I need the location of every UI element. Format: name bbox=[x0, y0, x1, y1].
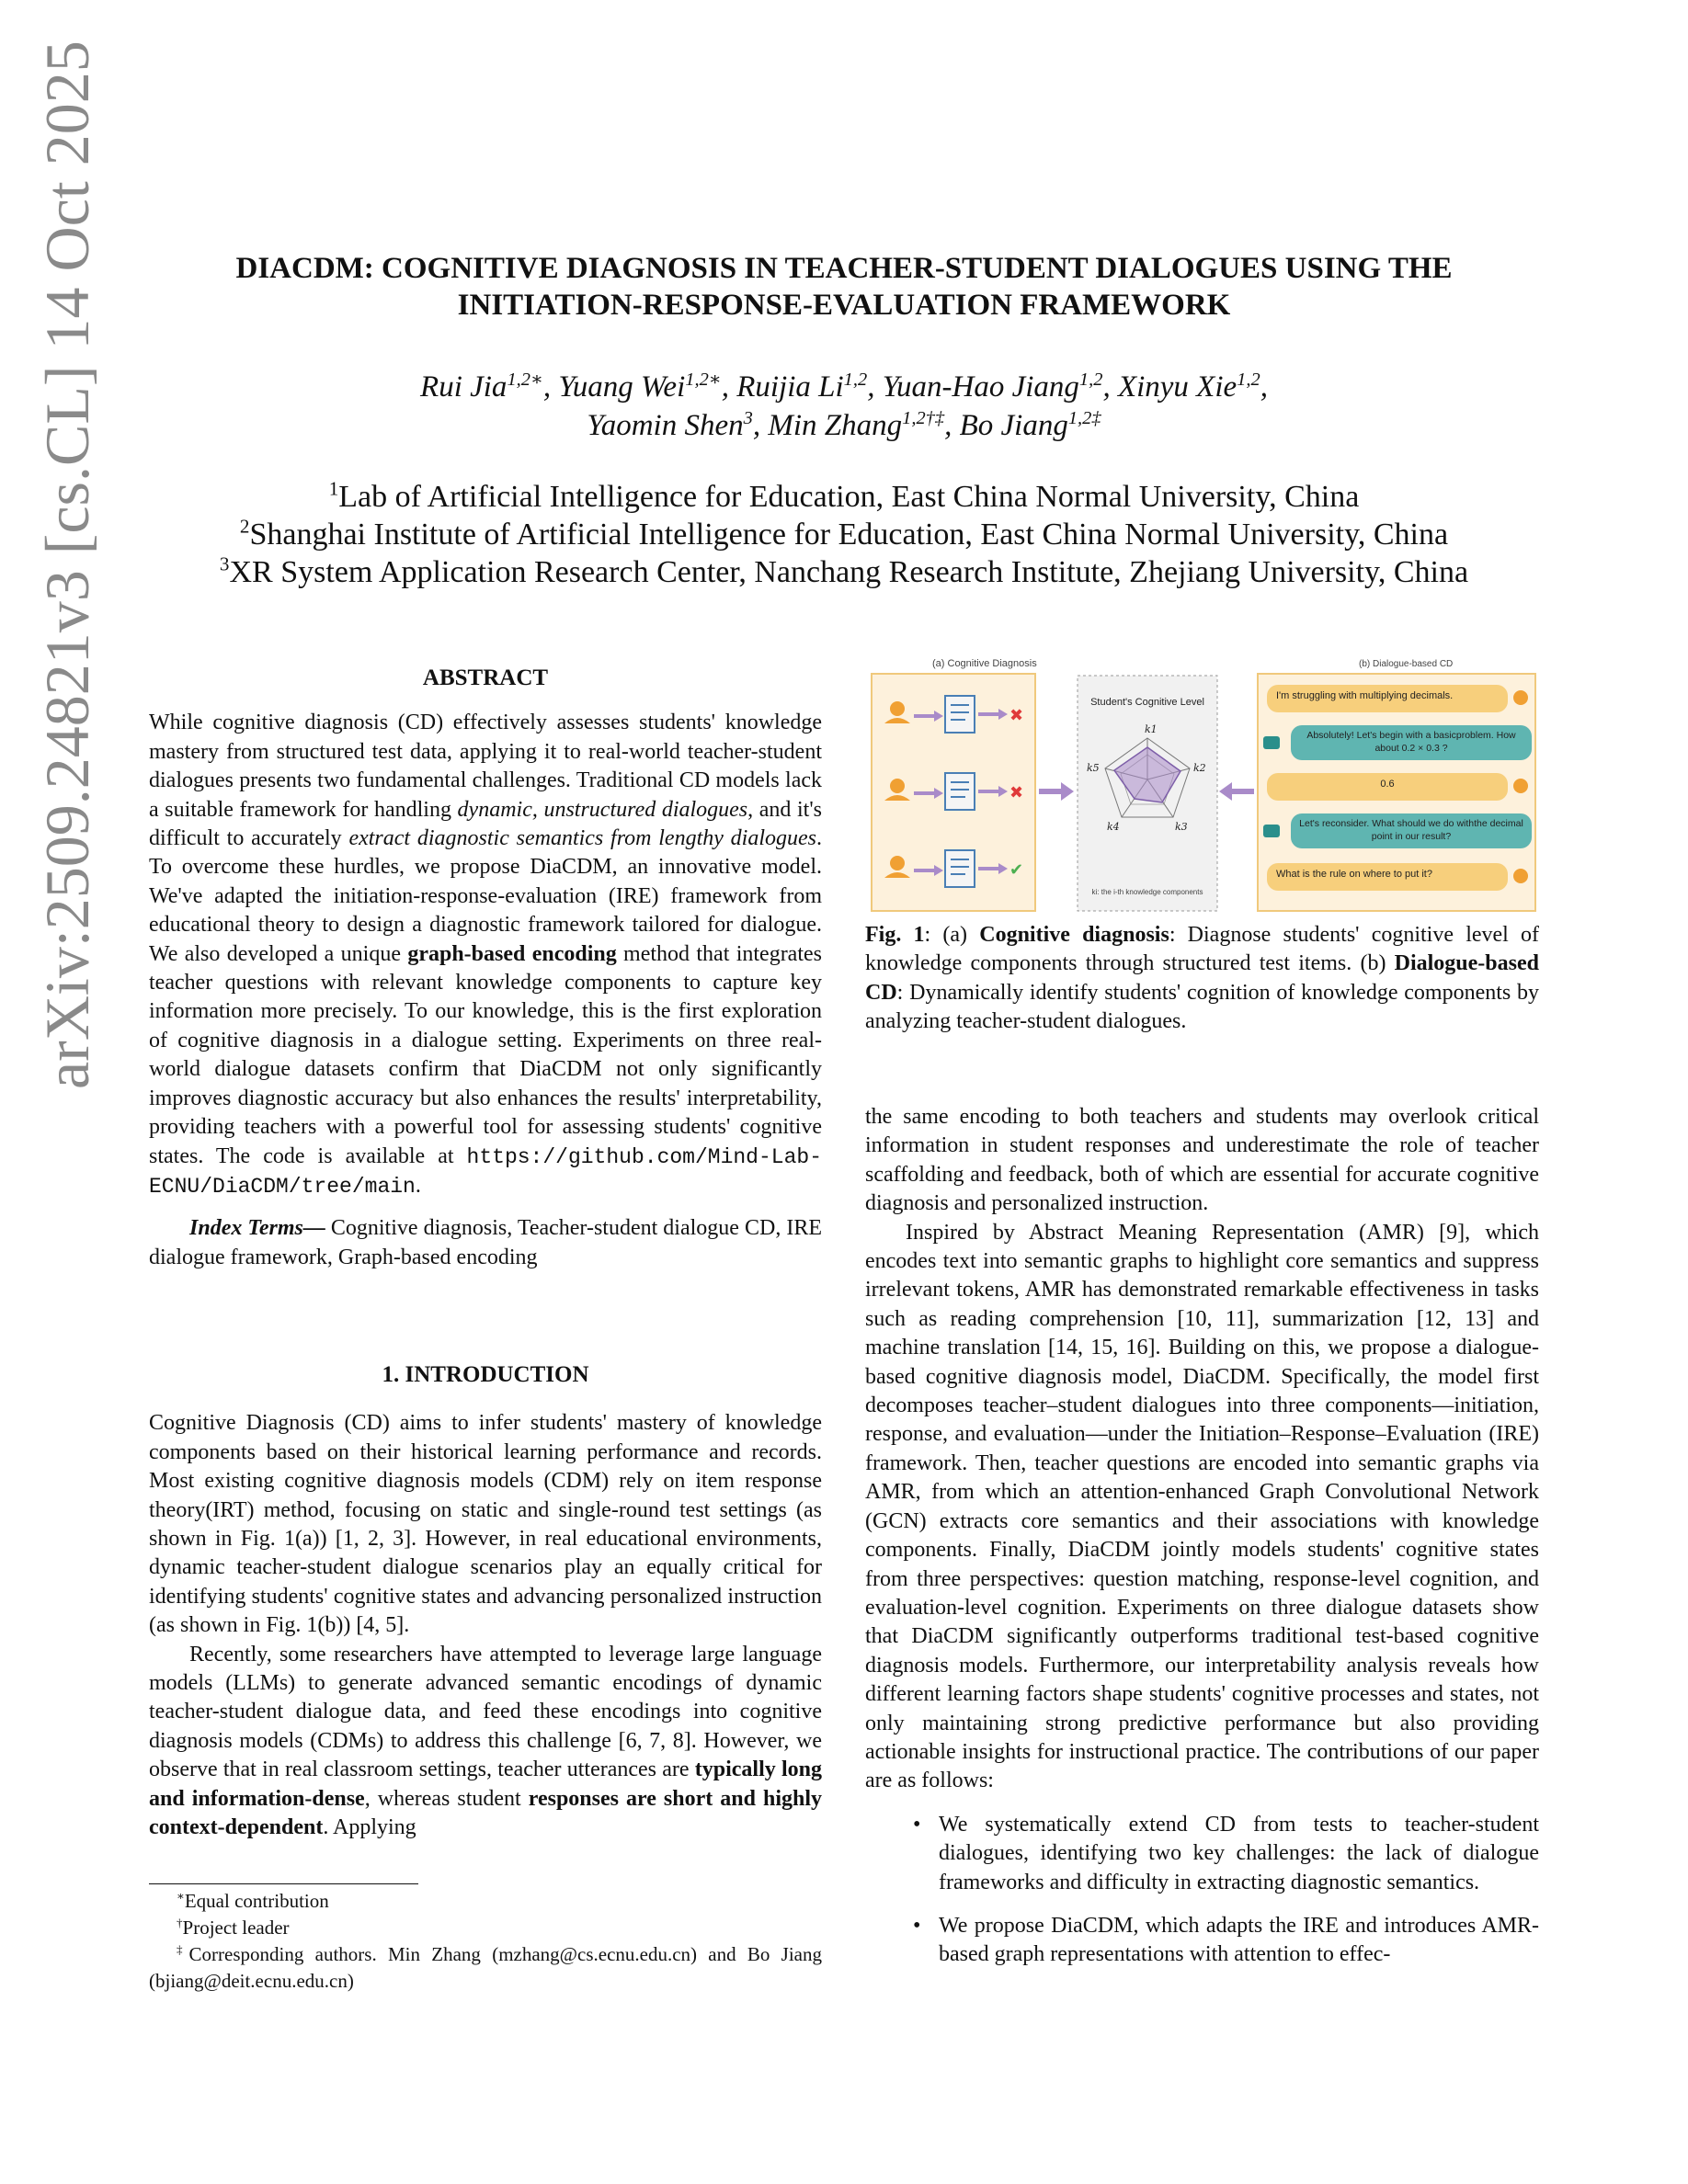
chat-student-bubble: I'm struggling with multiplying decimals. bbox=[1267, 685, 1508, 712]
abstract-section bbox=[149, 664, 822, 1272]
author-name: Yuang Wei bbox=[558, 370, 686, 404]
affiliation bbox=[138, 553, 1550, 591]
contribution-item: • We systematically extend CD from tests to teacher-student dialogues, identifying two key challenges: the lack of dialogue frameworks and difficulty in extracting diagnostic semantics. bbox=[865, 1811, 1539, 1897]
affiliation-text: Lab of Artificial Intelligence for Education, East China Normal University, China bbox=[338, 480, 1360, 514]
author-affil: 1,2 bbox=[1078, 370, 1103, 390]
chat-teacher-bubble: Let's reconsider. What should we do withthe decimal point in our result? bbox=[1291, 813, 1532, 848]
abstract-text: . bbox=[415, 1173, 421, 1198]
author-name: Rui Jia bbox=[420, 370, 508, 404]
affiliation-text: XR System Application Research Center, Nanchang Research Institute, Zhejiang University, China bbox=[229, 555, 1469, 589]
affiliation-text: Shanghai Institute of Artificial Intelligence for Education, East China Normal University, China bbox=[249, 518, 1449, 552]
author-name: Yaomin Shen bbox=[587, 409, 744, 442]
caption-label: Fig. 1 bbox=[865, 923, 925, 947]
author-line-2: Yaomin Shen$^3$, Min Zhang$^{1,2\dagger\ddagger}$, Bo Jiang$^{1,2\ddagger}$ bbox=[587, 408, 1101, 442]
introduction-heading: 1. INTRODUCTION bbox=[382, 1362, 589, 1387]
radar-axis-label: k2 bbox=[1193, 762, 1206, 774]
affiliation bbox=[138, 478, 1550, 516]
title-line-2: INITIATION-RESPONSE-EVALUATION FRAMEWORK bbox=[457, 289, 1231, 322]
author-line-1: Rui Jia$^{1,2∗}$, Yuang Wei$^{1,2∗}$, Ruijia Li$^{1,2}$, Yuan-Hao Jiang$^{1,2}$, Xinyu Xie$^{1,2}$, bbox=[420, 370, 1268, 404]
contribution-item: • We propose DiaCDM, which adapts the IRE and introduces AMR-based graph representations with attention to effec- bbox=[865, 1912, 1539, 1970]
teacher-icon bbox=[1263, 736, 1280, 749]
student-icon bbox=[1513, 779, 1528, 793]
author-affil: 1,2‡ bbox=[1067, 408, 1101, 428]
student-icon bbox=[890, 856, 905, 870]
abstract-bold: graph-based encoding bbox=[407, 941, 617, 966]
affiliation-mark: 2 bbox=[239, 515, 250, 538]
test-paper-icon bbox=[945, 773, 975, 810]
radar-axis-label: k4 bbox=[1107, 821, 1120, 833]
intro-text: Recently, some researchers have attempted to leverage large language models (LLMs) to generate advanced semantic encodings of dynamic teacher-student dialogue data, and feed these encodings into cognitive diagnosis models (CDMs) to address this challenge [6, 7, 8]. However, we observe that in real classroom settings, teacher utterances are bbox=[149, 1642, 822, 1782]
radar-axis-label: k3 bbox=[1175, 821, 1188, 833]
wrong-mark-icon: ✖ bbox=[1009, 706, 1024, 725]
caption-bold: Dialogue-based CD bbox=[865, 951, 1539, 1005]
abstract-body bbox=[149, 709, 822, 1201]
caption-bold: Cognitive diagnosis bbox=[979, 923, 1169, 947]
intro-text: . Applying bbox=[323, 1815, 416, 1840]
author-name: Bo Jiang bbox=[959, 409, 1068, 442]
footnote-mark: † bbox=[177, 1916, 183, 1929]
right-paragraph-2: Inspired by Abstract Meaning Representation (AMR) [9], which encodes text into semantic graphs to highlight core semantics and suppress irrelevant tokens, AMR has demonstrated remarkable effectiveness in tasks such as reading comprehension [10, 11], summarization [12, 13] and machine translation [14, 15, 16]. Building on this, we propose a dialogue-based cognitive diagnosis model, DiaCDM. Specifically, the model first decomposes teacher–student dialogues into three components—initiation, response, and evaluation—under the Initiation–Response–Evaluation (IRE) framework. Then, teacher questions are encoded into semantic graphs via AMR, from which an attention-enhanced Graph Convolutional Network (GCN) extracts core semantics and their associations with knowledge components. Finally, DiaCDM jointly models students' cognitive states from three perspectives: question matching, response-level cognition, and evaluation-level cognition. Experiments on three dialogue datasets show that DiaCDM significantly outperforms traditional test-based cognitive diagnosis models. Furthermore, our interpretability analysis reveals how different learning factors shape students' cognitive processes and states, not only maintaining strong predictive performance but also providing actionable insights for instructional practice. The contributions of our paper are as follows: bbox=[865, 1220, 1539, 1793]
intro-text: , whereas student bbox=[364, 1786, 529, 1811]
student-icon bbox=[1513, 869, 1528, 883]
intro-bold: typically long and information-dense bbox=[149, 1757, 823, 1811]
footnotes bbox=[149, 1888, 822, 1995]
radar-note: ki: the i-th knowledge components bbox=[1091, 888, 1203, 896]
test-paper-icon bbox=[945, 850, 975, 887]
abstract-text: method that integrates teacher questions with relevant knowledge components to capture key information more precisely. To our knowledge, this is the first exploration of cognitive diagnosis in a dialogue setting. Experiments on three real-world dialogue datasets confirm that DiaCDM not only significantly improves diagnostic accuracy but also enhances the results' interpretability, providing teachers with a powerful tool for assessing students' cognitive states. The code is available at bbox=[149, 941, 822, 1168]
author-list bbox=[138, 368, 1550, 445]
test-paper-icon bbox=[945, 696, 975, 733]
footnote-mark: ∗ bbox=[177, 1889, 185, 1903]
author-affil: 3 bbox=[743, 408, 753, 428]
title-line-1: DIACDM: COGNITIVE DIAGNOSIS IN TEACHER-STUDENT DIALOGUES USING THE bbox=[235, 252, 1453, 285]
figure-1-caption bbox=[865, 921, 1539, 1037]
footnote bbox=[149, 1888, 822, 1915]
author-affil: 1,2∗ bbox=[685, 370, 722, 390]
footnote-text: Project leader bbox=[182, 1917, 290, 1939]
index-terms bbox=[149, 1214, 822, 1272]
footnote-mark: ‡ bbox=[177, 1942, 189, 1956]
student-icon bbox=[890, 701, 905, 716]
author-name: Ruijia Li bbox=[736, 370, 844, 404]
footnote-text: Corresponding authors. Min Zhang (mzhang@cs.ecnu.edu.cn) and Bo Jiang (bjiang@deit.ecnu.edu.cn) bbox=[149, 1943, 823, 1992]
author-name: Xinyu Xie bbox=[1117, 370, 1237, 404]
teacher-icon bbox=[1263, 825, 1280, 837]
abstract-heading: ABSTRACT bbox=[422, 665, 549, 690]
radar-axis-label: k1 bbox=[1145, 723, 1158, 735]
panel-b-label: (b) Dialogue-based CD bbox=[1359, 659, 1454, 669]
footnote bbox=[149, 1915, 822, 1941]
radar-title: Student's Cognitive Level bbox=[1090, 697, 1204, 708]
author-affil: 1,2 bbox=[843, 370, 868, 390]
wrong-mark-icon: ✖ bbox=[1009, 783, 1024, 802]
right-paragraph-1: the same encoding to both teachers and students may overlook critical information in student responses and underestimate the role of teacher scaffolding and feedback, both of which are essential for accurate cognitive diagnosis and personalized instruction. bbox=[865, 1105, 1539, 1216]
student-icon bbox=[890, 779, 905, 793]
code-url-link[interactable]: https://github.com/Mind-Lab-ECNU/DiaCDM/tree/main bbox=[149, 1144, 822, 1199]
student-icon bbox=[1513, 690, 1528, 705]
affiliation-mark: 1 bbox=[328, 477, 339, 500]
intro-bold: responses are short and highly context-dependent bbox=[149, 1786, 823, 1840]
panel-a-label: (a) Cognitive Diagnosis bbox=[932, 658, 1037, 669]
author-name: Min Zhang bbox=[768, 409, 903, 442]
paper-title bbox=[138, 250, 1550, 324]
arxiv-side-label: arXiv:2509.24821v3 [cs.CL] 14 Oct 2025 bbox=[32, 40, 102, 1089]
author-affil: 1,2∗ bbox=[507, 370, 543, 390]
abstract-text: . To overcome these hurdles, we propose DiaCDM, an innovative model. We've adapted the initiation-response-evaluation (IRE) framework from educational theory to design a diagnostic framework tailored for dialogue. We also developed a unique bbox=[149, 826, 822, 966]
abstract-text: , and it's difficult to accurately bbox=[149, 797, 823, 851]
intro-paragraph-2 bbox=[149, 1641, 822, 1843]
abstract-emphasis: extract diagnostic semantics from lengthy dialogues bbox=[348, 826, 816, 851]
radar-axis-label: k5 bbox=[1087, 762, 1100, 774]
intro-paragraph-1: Cognitive Diagnosis (CD) aims to infer students' mastery of knowledge components based on their historical learning performance and records. Most existing cognitive diagnosis models (CDM) rely on item response theory(IRT) method, focusing on static and single-round test settings (as shown in Fig. 1(a)) [1, 2, 3]. However, in real educational environments, dynamic teacher-student dialogue scenarios play an equally critical for identifying students' cognitive states and advancing personalized instruction (as shown in Fig. 1(b)) [4, 5]. bbox=[149, 1411, 822, 1638]
chat-teacher-bubble: Absolutely! Let's begin with a basicproblem. How about 0.2 × 0.3 ? bbox=[1291, 725, 1532, 760]
affiliation-mark: 3 bbox=[219, 552, 230, 575]
author-affil: 1,2†‡ bbox=[902, 408, 945, 428]
abstract-text: While cognitive diagnosis (CD) effectively assesses students' knowledge mastery from structured test data, applying it to real-world teacher-student dialogues presents two fundamental challenges. Traditional CD models lack a suitable framework for handling bbox=[149, 711, 822, 822]
author-affil: 1,2 bbox=[1237, 370, 1260, 390]
introduction-section bbox=[149, 1360, 822, 1843]
right-column-body bbox=[865, 1103, 1539, 1985]
figure-1 bbox=[870, 655, 1537, 915]
correct-mark-icon: ✔ bbox=[1009, 860, 1024, 880]
footnote-rule bbox=[149, 1883, 418, 1884]
affiliation bbox=[138, 516, 1550, 553]
footnote bbox=[149, 1941, 822, 1995]
contribution-list bbox=[865, 1811, 1539, 1970]
affiliation-list bbox=[138, 478, 1550, 591]
chat-student-bubble: 0.6 bbox=[1267, 773, 1508, 801]
caption-text: : Dynamically identify students' cognition of knowledge components by analyzing teacher-student dialogues. bbox=[865, 980, 1539, 1034]
index-terms-label: Index Terms— bbox=[189, 1216, 325, 1241]
chat-student-bubble: What is the rule on where to put it? bbox=[1267, 863, 1508, 891]
author-name: Yuan-Hao Jiang bbox=[882, 370, 1079, 404]
caption-text: : (a) bbox=[924, 923, 980, 947]
index-terms-text: Cognitive diagnosis, Teacher-student dialogue CD, IRE dialogue framework, Graph-based encoding bbox=[149, 1216, 823, 1269]
footnote-text: Equal contribution bbox=[184, 1890, 329, 1912]
caption-text: : Diagnose students' cognitive level of knowledge components through structured test items. (b) bbox=[865, 923, 1540, 976]
abstract-emphasis: dynamic, unstructured dialogues bbox=[457, 797, 748, 822]
